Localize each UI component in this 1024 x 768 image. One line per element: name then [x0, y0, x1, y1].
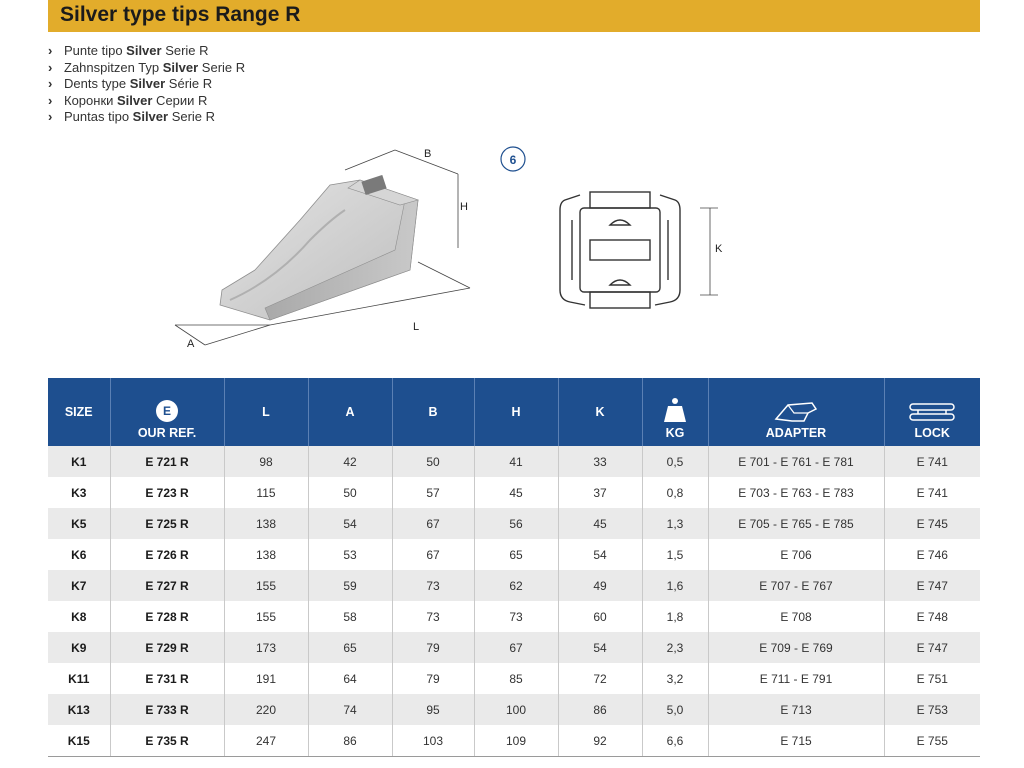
- cell-ref: E 728 R: [110, 601, 224, 632]
- cell-ref: E 725 R: [110, 508, 224, 539]
- cell-k: 86: [558, 694, 642, 725]
- cell-size: K3: [48, 477, 110, 508]
- cell-b: 67: [392, 508, 474, 539]
- col-header-a: A: [308, 378, 392, 446]
- cell-size: K6: [48, 539, 110, 570]
- cell-adapter: E 708: [708, 601, 884, 632]
- cell-a: 65: [308, 632, 392, 663]
- cell-adapter: E 707 - E 767: [708, 570, 884, 601]
- table-row: [48, 446, 980, 477]
- cell-a: 64: [308, 663, 392, 694]
- cell-a: 59: [308, 570, 392, 601]
- cell-adapter: E 711 - E 791: [708, 663, 884, 694]
- table-row: [48, 508, 980, 539]
- cell-b: 57: [392, 477, 474, 508]
- cell-size: K5: [48, 508, 110, 539]
- language-item: › Puntas tipo Silver Serie R: [48, 109, 216, 124]
- tooth-tip-drawing: [160, 140, 490, 355]
- cell-a: 42: [308, 446, 392, 477]
- cell-l: 98: [224, 446, 308, 477]
- cell-b: 103: [392, 725, 474, 757]
- table-row: [48, 663, 980, 694]
- cell-l: 220: [224, 694, 308, 725]
- cell-h: 65: [474, 539, 558, 570]
- cell-lock: E 745: [884, 508, 980, 539]
- cell-l: 155: [224, 570, 308, 601]
- cell-b: 73: [392, 570, 474, 601]
- cell-k: 60: [558, 601, 642, 632]
- cell-b: 79: [392, 632, 474, 663]
- cell-kg: 2,3: [642, 632, 708, 663]
- language-item: › Punte tipo Silver Serie R: [48, 43, 209, 58]
- table-row: [48, 632, 980, 663]
- table-header-row: [48, 378, 980, 446]
- cell-ref: E 721 R: [110, 446, 224, 477]
- language-item: › Zahnspitzen Typ Silver Serie R: [48, 59, 246, 75]
- table-row: [48, 539, 980, 570]
- chevron-right-icon: ›: [48, 59, 53, 75]
- cell-lock: E 755: [884, 725, 980, 757]
- col-header-ourref: E OUR REF.: [110, 378, 224, 446]
- cell-k: 54: [558, 632, 642, 663]
- table-row: [48, 570, 980, 601]
- cell-adapter: E 705 - E 765 - E 785: [708, 508, 884, 539]
- cell-h: 41: [474, 446, 558, 477]
- cell-h: 100: [474, 694, 558, 725]
- cell-adapter: E 701 - E 761 - E 781: [708, 446, 884, 477]
- cell-adapter: E 703 - E 763 - E 783: [708, 477, 884, 508]
- language-list: [48, 43, 245, 126]
- cell-a: 86: [308, 725, 392, 757]
- cell-lock: E 746: [884, 539, 980, 570]
- cell-lock: E 751: [884, 663, 980, 694]
- cell-lock: E 741: [884, 477, 980, 508]
- language-item: › Коронки Silver Серии R: [48, 92, 208, 108]
- lock-pin-icon: [908, 401, 956, 423]
- spec-table: [48, 378, 980, 757]
- cell-b: 67: [392, 539, 474, 570]
- e-logo-icon: E: [156, 400, 178, 422]
- table-row: [48, 725, 980, 757]
- cell-l: 138: [224, 508, 308, 539]
- cell-ref: E 731 R: [110, 663, 224, 694]
- cell-l: 115: [224, 477, 308, 508]
- cell-k: 33: [558, 446, 642, 477]
- cell-ref: E 735 R: [110, 725, 224, 757]
- col-header-adapter: ADAPTER: [708, 378, 884, 446]
- col-header-size: SIZE: [48, 378, 110, 446]
- cell-b: 79: [392, 663, 474, 694]
- cell-l: 138: [224, 539, 308, 570]
- col-header-kg: KG: [642, 378, 708, 446]
- table-row: [48, 694, 980, 725]
- cell-b: 50: [392, 446, 474, 477]
- cell-adapter: E 713: [708, 694, 884, 725]
- adapter-icon: [774, 399, 818, 423]
- cell-lock: E 747: [884, 632, 980, 663]
- cell-adapter: E 709 - E 769: [708, 632, 884, 663]
- table-row: [48, 601, 980, 632]
- cell-a: 54: [308, 508, 392, 539]
- cell-ref: E 729 R: [110, 632, 224, 663]
- cell-kg: 1,5: [642, 539, 708, 570]
- cell-b: 73: [392, 601, 474, 632]
- col-header-k: K: [558, 378, 642, 446]
- chevron-right-icon: ›: [48, 92, 53, 108]
- cell-ref: E 727 R: [110, 570, 224, 601]
- page-title: Silver type tips Range R: [60, 3, 301, 26]
- cell-ref: E 723 R: [110, 477, 224, 508]
- dim-label-k: K: [715, 243, 723, 255]
- cell-h: 67: [474, 632, 558, 663]
- cell-l: 155: [224, 601, 308, 632]
- col-header-h: H: [474, 378, 558, 446]
- cell-h: 73: [474, 601, 558, 632]
- cell-h: 85: [474, 663, 558, 694]
- dim-label-a: A: [187, 338, 195, 350]
- cell-kg: 0,8: [642, 477, 708, 508]
- cell-l: 191: [224, 663, 308, 694]
- cell-k: 49: [558, 570, 642, 601]
- col-header-l: L: [224, 378, 308, 446]
- cell-size: K7: [48, 570, 110, 601]
- dim-label-b: B: [424, 148, 432, 160]
- cell-h: 62: [474, 570, 558, 601]
- cell-h: 45: [474, 477, 558, 508]
- cell-k: 37: [558, 477, 642, 508]
- cell-size: K9: [48, 632, 110, 663]
- cell-kg: 3,2: [642, 663, 708, 694]
- language-item: › Dents type Silver Série R: [48, 76, 213, 91]
- chevron-right-icon: ›: [48, 76, 53, 91]
- cell-a: 58: [308, 601, 392, 632]
- cell-kg: 5,0: [642, 694, 708, 725]
- chevron-right-icon: ›: [48, 43, 53, 58]
- cell-a: 53: [308, 539, 392, 570]
- cell-l: 247: [224, 725, 308, 757]
- cell-lock: E 741: [884, 446, 980, 477]
- cell-lock: E 753: [884, 694, 980, 725]
- cell-size: K8: [48, 601, 110, 632]
- cell-h: 109: [474, 725, 558, 757]
- cell-ref: E 733 R: [110, 694, 224, 725]
- weight-icon: [663, 397, 687, 423]
- cross-section-drawing: [490, 140, 740, 320]
- cell-b: 95: [392, 694, 474, 725]
- chevron-right-icon: ›: [48, 109, 53, 124]
- dim-label-l: L: [413, 321, 420, 333]
- cell-kg: 0,5: [642, 446, 708, 477]
- col-header-lock: LOCK: [884, 378, 980, 446]
- cell-k: 54: [558, 539, 642, 570]
- cell-k: 72: [558, 663, 642, 694]
- cell-lock: E 747: [884, 570, 980, 601]
- cell-size: K1: [48, 446, 110, 477]
- table-row: [48, 477, 980, 508]
- cell-kg: 6,6: [642, 725, 708, 757]
- cell-kg: 1,6: [642, 570, 708, 601]
- cell-k: 45: [558, 508, 642, 539]
- cell-lock: E 748: [884, 601, 980, 632]
- section-badge-label: 6: [509, 153, 517, 167]
- cell-ref: E 726 R: [110, 539, 224, 570]
- cell-adapter: E 715: [708, 725, 884, 757]
- cell-a: 74: [308, 694, 392, 725]
- cell-adapter: E 706: [708, 539, 884, 570]
- cell-h: 56: [474, 508, 558, 539]
- cell-size: K11: [48, 663, 110, 694]
- cell-kg: 1,3: [642, 508, 708, 539]
- cell-size: K15: [48, 725, 110, 757]
- cell-kg: 1,8: [642, 601, 708, 632]
- cell-size: K13: [48, 694, 110, 725]
- cell-a: 50: [308, 477, 392, 508]
- cell-k: 92: [558, 725, 642, 757]
- col-header-b: B: [392, 378, 474, 446]
- dim-label-h: H: [460, 201, 468, 213]
- cell-l: 173: [224, 632, 308, 663]
- title-bar: [48, 0, 980, 32]
